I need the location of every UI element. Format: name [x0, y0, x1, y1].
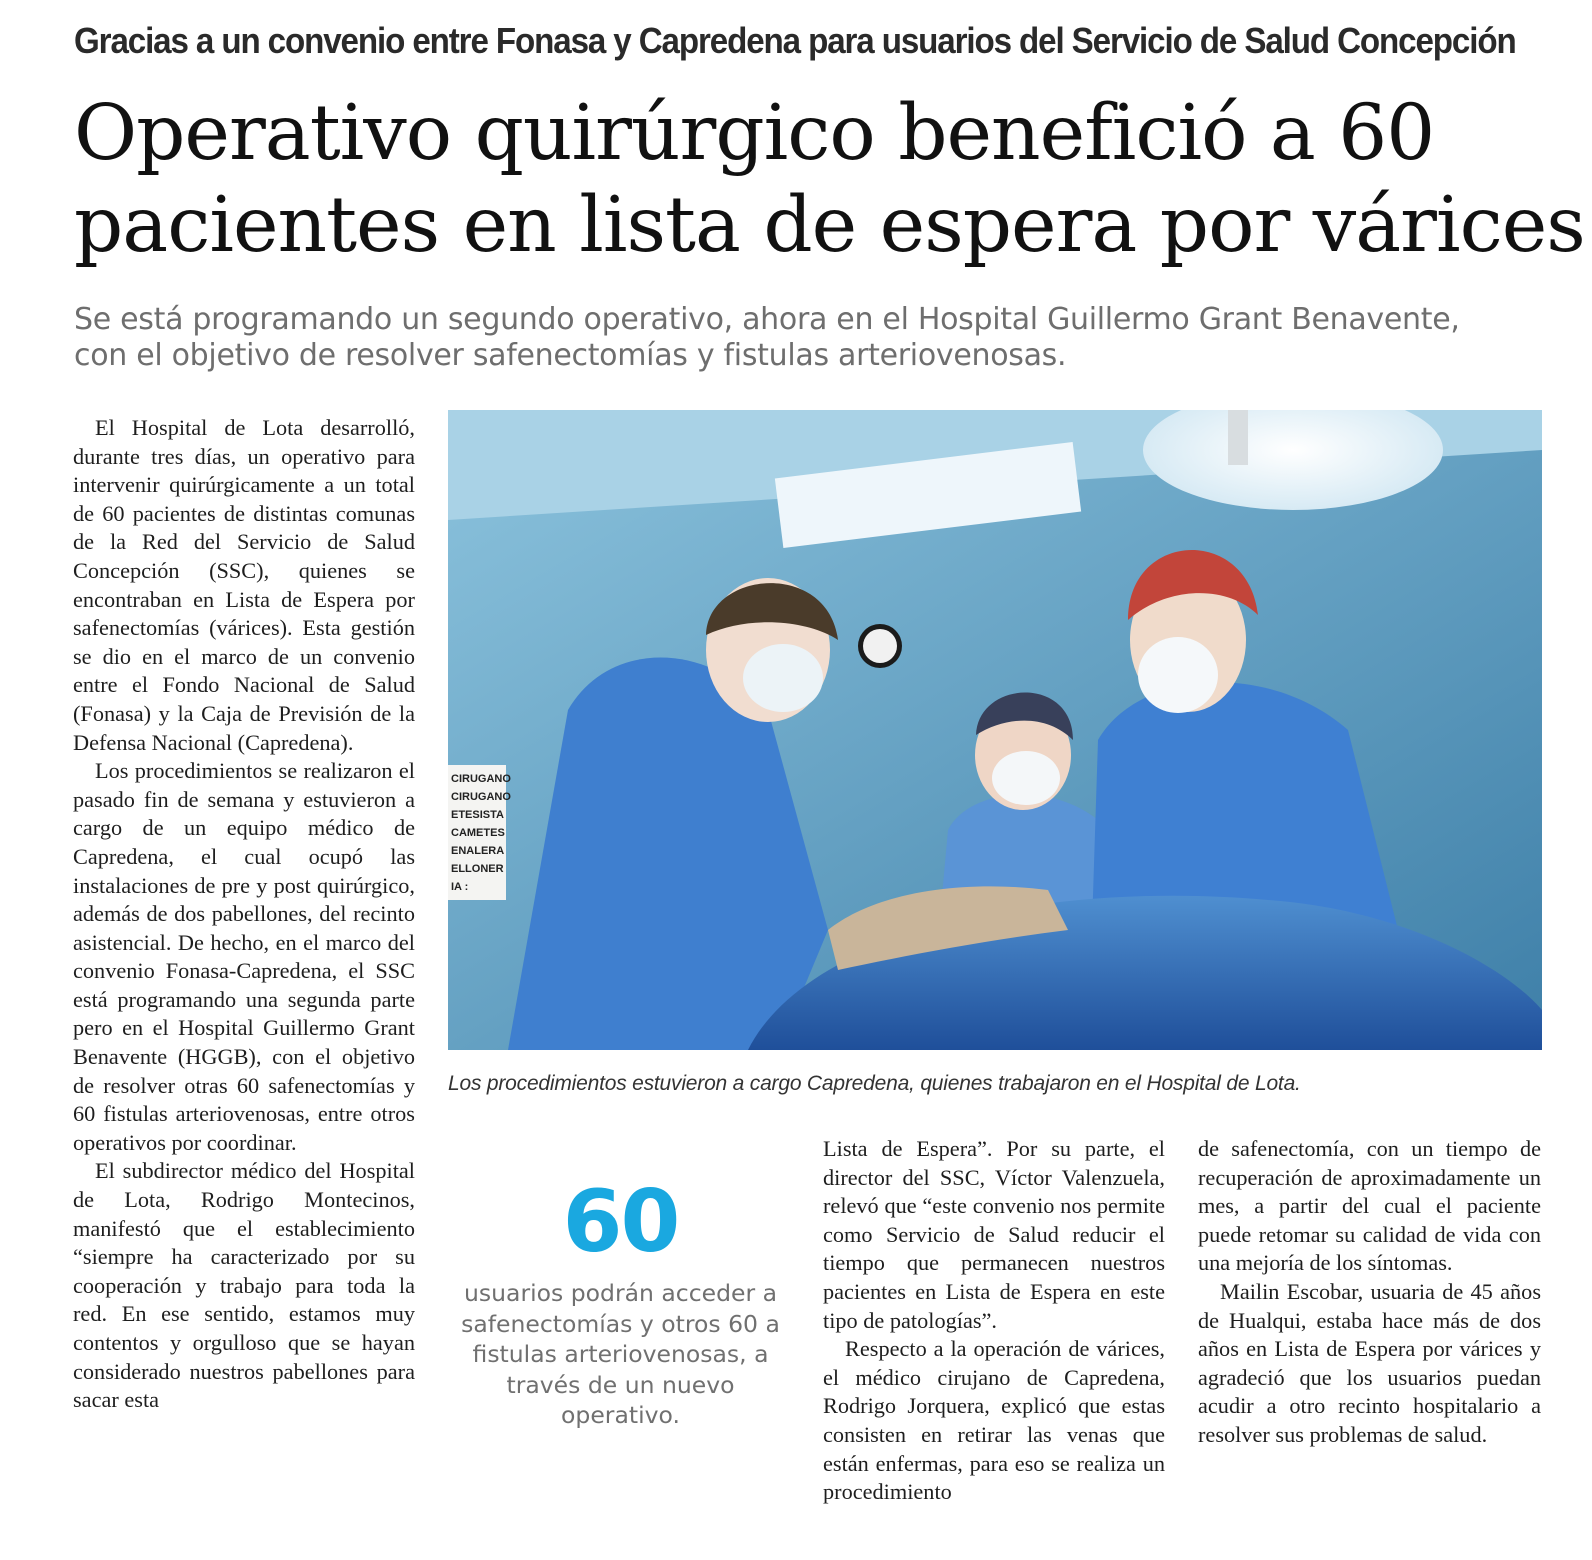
wall-sign-line: ELLONER	[451, 863, 504, 875]
headline-line-2: pacientes en lista de espera por várices	[74, 181, 1585, 270]
wall-sign-line: ENALERA	[451, 845, 505, 857]
wall-sign-line: ETESISTA	[451, 809, 504, 821]
paragraph: de safenectomía, con un tiempo de recuperación de aproximadamente un mes, a partir del cual el paciente puede retomar su calidad de vida con una mejoría de los síntomas.	[1198, 1136, 1541, 1276]
surgery-photo	[448, 410, 1542, 1050]
body-column-3	[823, 1135, 1165, 1507]
subhead-line-1: Se está programando un segundo operativo, ahora en el Hospital Guillermo Grant Benavente,	[74, 302, 1460, 337]
wall-sign-line: CIRUGANO	[451, 791, 511, 803]
paragraph: Los procedimientos se realizaron el pasado fin de semana y estuvieron a cargo de un equipo médico de Capredena, el cual ocupó las instalaciones de pre y post quirúrgico, además de dos pabellones, del recinto asistencial. De hecho, en el marco del convenio Fonasa-Capredena, el SSC está programando una segunda parte pero en el Hospital Guillermo Grant Benavente (HGGB), con el objetivo de resolver otras 60 safenectomías y 60 fistulas arteriovenosas, entre otros operativos por coordinar.	[73, 758, 415, 1155]
photo-caption: Los procedimientos estuvieron a cargo Capredena, quienes trabajaron en el Hospital de Lota.	[448, 1072, 1301, 1095]
wall-sign-line: CAMETES	[451, 827, 505, 839]
body-column-4	[1198, 1135, 1541, 1450]
wall-sign-line: CIRUGANO	[451, 773, 511, 785]
headline-line-1: Operativo quirúrgico benefició a 60	[74, 89, 1435, 178]
paragraph: Mailin Escobar, usuaria de 45 años de Hualqui, estaba hace más de dos años en Lista de Espera por várices y agradeció que los usuarios puedan acudir a otro recinto hospitalario a resolver sus problemas de salud.	[1198, 1278, 1541, 1447]
paragraph: Respecto a la operación de várices, el médico cirujano de Capredena, Rodrigo Jorquera, explicó que estas consisten en retirar las venas que están enfermas, para eso se realiza un procedimiento	[823, 1336, 1165, 1505]
paragraph: El subdirector médico del Hospital de Lota, Rodrigo Montecinos, manifestó que el establecimiento “siempre ha caracterizado por su cooperación y trabajo para toda la red. En ese sentido, estamos muy contentos y orgulloso que se hayan considerado nuestros pabellones para sacar esta	[73, 1158, 415, 1413]
body-column-1	[73, 414, 415, 1415]
wall-sign-line: IA :	[451, 881, 469, 893]
subhead-line-2: con el objetivo de resolver safenectomías y fistulas arteriovenosas.	[74, 338, 1067, 373]
article-kicker: Gracias a un convenio entre Fonasa y Capredena para usuarios del Servicio de Salud Concepción	[74, 20, 1516, 61]
article-subhead	[74, 302, 1554, 374]
paragraph: El Hospital de Lota desarrolló, durante tres días, un operativo para intervenir quirúrgicamente a un total de 60 pacientes de distintas comunas de la Red del Servicio de Salud Concepción (SSC), quienes se encontraban en Lista de Espera por safenectomías (várices). Esta gestión se dio en el marco de un convenio entre el Fondo Nacional de Salud (Fonasa) y la Caja de Previsión de la Defensa Nacional (Capredena).	[73, 415, 415, 755]
article-headline	[74, 88, 1585, 272]
paragraph: Lista de Espera”. Por su parte, el director del SSC, Víctor Valenzuela, relevó que “este convenio nos permite como Servicio de Salud reducir el tiempo que permanecen nuestros pacientes en Lista de Espera en este tipo de patologías”.	[823, 1136, 1165, 1333]
stat-description: usuarios podrán acceder a safenectomías y otros 60 a fistulas arteriovenosas, a través de un nuevo operativo.	[461, 1279, 780, 1429]
stat-number: 60	[562, 1172, 679, 1272]
